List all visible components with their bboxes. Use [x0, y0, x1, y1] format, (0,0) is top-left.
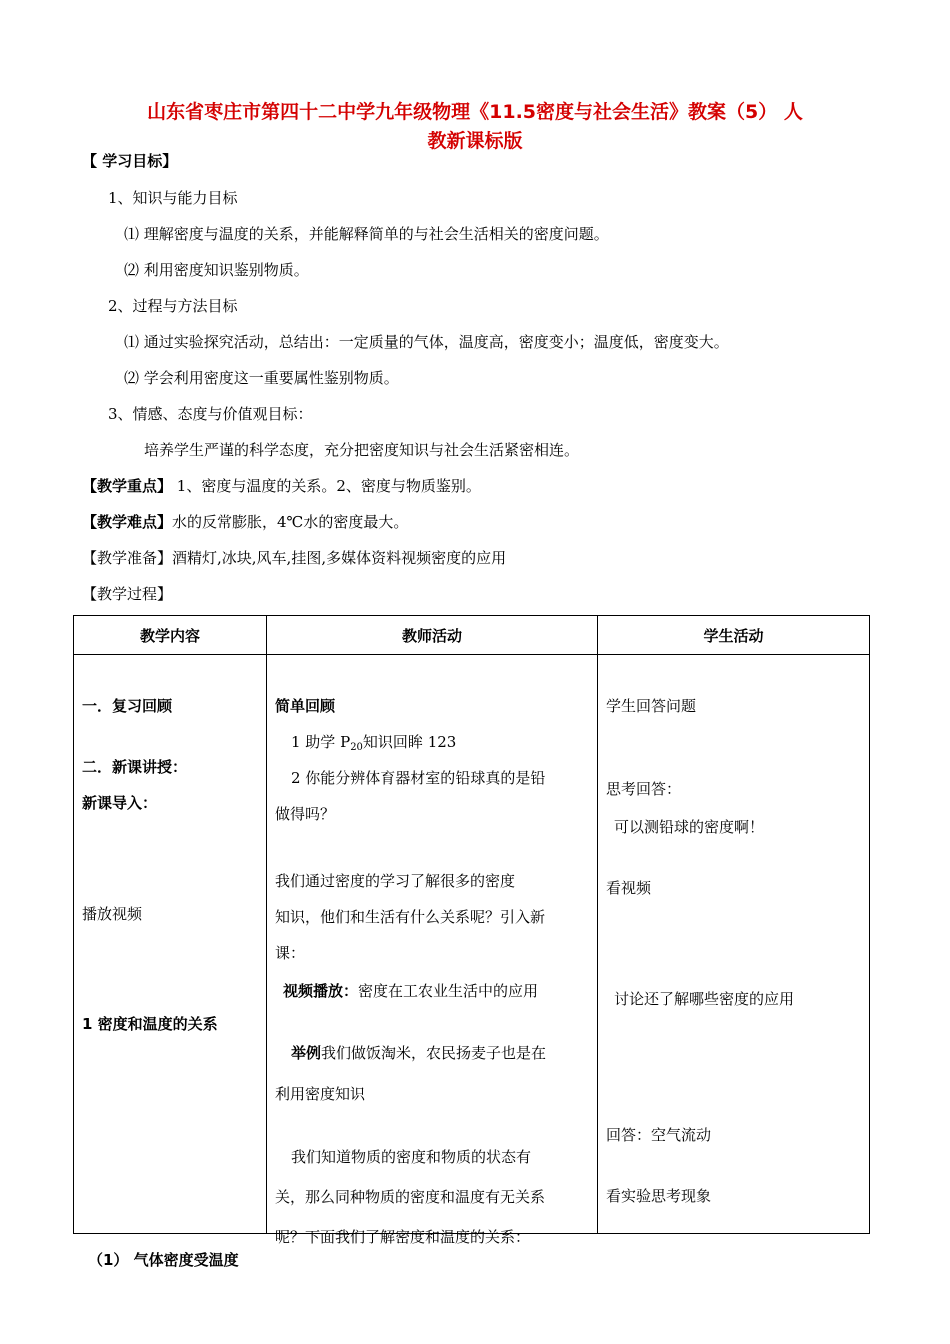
objective-knowledge-1: ⑴ 理解密度与温度的关系，并能解释简单的与社会生活相关的密度问题。 — [124, 225, 609, 243]
document-title — [80, 98, 870, 156]
teacher-video — [283, 980, 538, 1002]
objective-knowledge: 1、知识与能力目标 — [108, 189, 238, 207]
process-table — [73, 615, 870, 1269]
difficulty-label: 【教学难点】 — [82, 513, 173, 531]
student-measure: 可以测铅球的密度啊！ — [614, 818, 765, 836]
objective-knowledge-2: ⑵ 利用密度知识鉴别物质。 — [124, 261, 309, 279]
difficulty-text: 水的反常膨胀，4℃水的密度最大。 — [172, 513, 409, 531]
teacher-item-1 — [291, 731, 456, 759]
preparation-label: 【教学准备】 — [82, 549, 173, 567]
objectives-header: 【 学习目标】 — [82, 152, 178, 170]
header-teacher: 教师活动 — [267, 616, 598, 655]
title-line-2: 教新课标版 — [427, 130, 523, 152]
content-cell — [74, 655, 267, 1269]
student-discuss: 讨论还了解哪些密度的应用 — [614, 990, 795, 1008]
preparation-text: 酒精灯,冰块,风车,挂图,多媒体资料视频密度的应用 — [172, 549, 507, 567]
header-content: 教学内容 — [74, 616, 267, 655]
student-watch-video: 看视频 — [606, 879, 652, 897]
content-new-lesson: 二．新课讲授： — [82, 758, 188, 776]
teacher-item-1-sub: 20 — [350, 742, 363, 753]
table-row — [74, 655, 870, 1234]
objective-process-1: ⑴ 通过实验探究活动，总结出：一定质量的气体，温度高，密度变小；温度低，密度变大。 — [124, 333, 729, 351]
teacher-example-label: 举例 — [291, 1044, 322, 1062]
preparation — [82, 547, 506, 569]
student-experiment: 看实验思考现象 — [606, 1187, 712, 1205]
teacher-item-2b: 做得吗？ — [275, 805, 336, 823]
content-video: 播放视频 — [82, 905, 143, 923]
student-answer: 学生回答问题 — [606, 697, 697, 715]
objective-attitude-1: 培养学生严谨的科学态度，充分把密度知识与社会生活紧密相连。 — [144, 441, 580, 459]
teacher-simple-review: 简单回顾 — [275, 697, 336, 715]
objective-process: 2、过程与方法目标 — [108, 297, 238, 315]
key-points-text: 1、密度与温度的关系。2、密度与物质鉴别。 — [172, 477, 481, 495]
content-intro: 新课导入： — [82, 794, 158, 812]
teacher-item-2a: 2 你能分辨体育器材室的铅球真的是铅 — [291, 769, 546, 787]
table-header-row — [74, 616, 870, 655]
content-relation: 1 密度和温度的关系 — [82, 1015, 218, 1033]
teacher-video-text: 密度在工农业生活中的应用 — [358, 982, 539, 1000]
teacher-video-label: 视频播放： — [283, 982, 359, 1000]
teacher-item-1-pre: 1 助学 P — [291, 733, 351, 751]
difficulty — [82, 511, 408, 533]
title-line-1: 山东省枣庄市第四十二中学九年级物理《11.5密度与社会生活》教案（5） 人 — [147, 101, 803, 123]
student-air-flow: 回答：空气流动 — [606, 1126, 712, 1144]
teacher-item-1-post: 知识回眸 123 — [362, 733, 457, 751]
content-review: 一．复习回顾 — [82, 697, 173, 715]
teacher-paragraph-2c: 呢？下面我们了解密度和温度的关系： — [275, 1228, 531, 1246]
header-student: 学生活动 — [598, 616, 870, 655]
objective-process-2: ⑵ 学会利用密度这一重要属性鉴别物质。 — [124, 369, 399, 387]
teacher-paragraph-2a: 我们知道物质的密度和物质的状态有 — [291, 1148, 532, 1166]
objective-attitude: 3、情感、态度与价值观目标： — [108, 405, 313, 423]
teacher-example-text: 我们做饭淘米，农民扬麦子也是在 — [321, 1044, 547, 1062]
student-cell — [598, 655, 870, 1234]
teacher-example — [291, 1042, 546, 1064]
content-gas: （1） 气体密度受温度 — [88, 1251, 239, 1269]
key-points — [82, 475, 481, 497]
student-think: 思考回答： — [606, 780, 682, 798]
process-label: 【教学过程】 — [82, 585, 173, 603]
teacher-example-b: 利用密度知识 — [275, 1085, 366, 1103]
teacher-paragraph-1b: 知识，他们和生活有什么关系呢？引入新 — [275, 908, 546, 926]
teacher-cell — [267, 655, 598, 1246]
key-points-label: 【教学重点】 — [82, 477, 173, 495]
teacher-paragraph-1a: 我们通过密度的学习了解很多的密度 — [275, 872, 516, 890]
teacher-paragraph-2b: 关，那么同种物质的密度和温度有无关系 — [275, 1188, 546, 1206]
teacher-paragraph-1c: 课： — [275, 944, 306, 962]
